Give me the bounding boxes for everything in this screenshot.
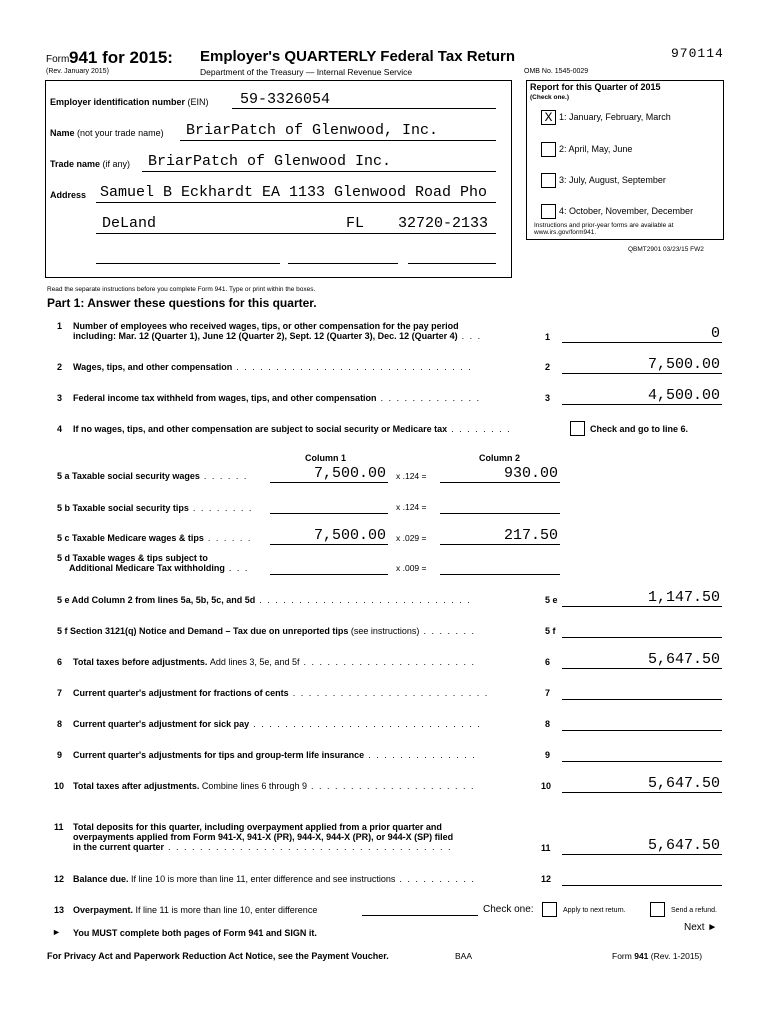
line5a-rate: x .124 = [396,471,427,481]
form-barcode-id: 970114 [671,46,724,61]
quarter3-checkbox[interactable] [541,173,556,188]
form-revision: (Rev. January 2015) [46,68,109,75]
line11-underline [562,854,722,855]
line7-text: Current quarter's adjustment for fractions of cents . . . . . . . . . . . . . . . . . . . . . . . . . [73,688,489,698]
line1-underline [562,342,722,343]
quarter2-label: 2: April, May, June [559,144,633,154]
line5c-column2-underline [440,544,560,545]
form-title: 941 for 2015: [69,48,173,67]
line5d-text: 5 d Taxable wages & tips subject to Additional Medicare Tax withholding . . . [57,553,249,573]
baa-label: BAA [455,951,473,961]
quarter1-label: 1: January, February, March [559,112,671,122]
line5a-column1-underline [270,482,388,483]
line6-ref: 6 [545,657,551,667]
column1-header: Column 1 [305,453,347,463]
send-refund-label: Send a refund. [671,907,717,914]
must-complete-notice: You MUST complete both pages of Form 941 and SIGN it. [73,928,317,938]
foreign-country-underline [96,263,280,264]
city-field[interactable]: DeLand [102,215,157,232]
line5e-value[interactable]: 1,147.50 [647,589,720,606]
line9-underline[interactable] [562,761,722,762]
quarter4-checkbox[interactable] [541,204,556,219]
address-line2-underline [96,233,496,234]
form-footer-ref: Form 941 (Rev. 1-2015) [612,951,703,961]
line5f-text: 5 f Section 3121(q) Notice and Demand – Tax due on unreported tips (see instructions) . . . . . . . [57,626,476,636]
line12-number: 12 [54,874,65,884]
line2-ref: 2 [545,362,551,372]
line8-ref: 8 [545,719,551,729]
line12-ref: 12 [541,874,552,884]
line1-value[interactable]: 0 [710,325,720,342]
return-title: Employer's QUARTERLY Federal Tax Return [200,48,516,65]
ein-field[interactable]: 59-3326054 [240,91,331,108]
quarter-box-title: Report for this Quarter of 2015 [530,82,661,92]
department-line: Department of the Treasury — Internal Revenue Service [200,67,413,77]
zip-field[interactable]: 32720-2133 [398,215,489,232]
line5e-ref: 5 e [545,595,558,605]
trade-name-field[interactable]: BriarPatch of Glenwood Inc. [148,153,392,170]
line2-value[interactable]: 7,500.00 [647,356,720,373]
line3-value[interactable]: 4,500.00 [647,387,720,404]
quarter2-checkbox[interactable] [541,142,556,157]
quarter-check-one: (Check one.) [530,94,570,101]
line13-number: 13 [54,905,65,915]
line7-underline[interactable] [562,699,722,700]
line3-underline [562,404,722,405]
line6-text: Total taxes before adjustments. Add lines 3, 5e, and 5f . . . . . . . . . . . . . . . . . . . . . . [73,657,476,667]
line3-ref: 3 [545,393,551,403]
line6-underline [562,668,722,669]
line11-ref: 11 [541,843,551,853]
line5e-text: 5 e Add Column 2 from lines 5a, 5b, 5c, and 5d . . . . . . . . . . . . . . . . . . . . . . . . . . . [57,595,472,605]
line5f-underline[interactable] [562,637,722,638]
line4-checkbox[interactable] [570,421,585,436]
line5d-column2-underline[interactable] [440,574,560,575]
line9-text: Current quarter's adjustments for tips and group-term life insurance . . . . . . . . . . . . . . [73,750,477,760]
trade-name-label: Trade name (if any) [50,159,131,169]
line13-amount-underline[interactable] [362,915,478,916]
line5e-underline [562,606,722,607]
quarter1-checkbox[interactable]: X [541,110,556,125]
line5c-text: 5 c Taxable Medicare wages & tips . . . . . . [57,533,252,543]
line8-text: Current quarter's adjustment for sick pay . . . . . . . . . . . . . . . . . . . . . . . . . . . . . [73,719,482,729]
ein-label: Employer identification number (EIN) [50,97,209,107]
line10-value[interactable]: 5,647.50 [647,775,720,792]
line10-text: Total taxes after adjustments. Combine lines 6 through 9 . . . . . . . . . . . . . . . . . . . . . [73,781,475,791]
line5c-column1-underline [270,544,388,545]
quarter-instructions: Instructions and prior-year forms are available at www.irs.gov/form941. [534,222,674,236]
line6-number: 6 [57,657,63,667]
next-page-link[interactable]: Next ► [684,922,718,933]
name-label: Name (not your trade name) [50,128,164,138]
line6-value[interactable]: 5,647.50 [647,651,720,668]
quarter3-label: 3: July, August, September [559,175,666,185]
line5b-column1-underline[interactable] [270,513,388,514]
line9-ref: 9 [545,750,551,760]
line4-check-label: Check and go to line 6. [590,424,689,434]
line13-check-label: Check one: [483,904,534,915]
line12-underline[interactable] [562,885,722,886]
privacy-notice: For Privacy Act and Paperwork Reduction Act Notice, see the Payment Voucher. [47,951,389,961]
name-field[interactable]: BriarPatch of Glenwood, Inc. [186,122,439,139]
line4-text: If no wages, tips, and other compensation are subject to social security or Medicare tax . . . . . . . . [73,424,512,434]
line5b-column2-underline[interactable] [440,513,560,514]
line11-text: Total deposits for this quarter, including overpayment applied from a prior quarter and overpayments applied from Form 941-X, 941-X (PR), 944-X, 944-X (PR), or 944-X (SP) filed in the current quarter . . . . . . . . . . . . . . . . . . . . . . . . . . . . . . . . . . . . [73,822,454,852]
line5f-ref: 5 f [545,626,556,636]
intro-instructions: Read the separate instructions before you complete Form 941. Type or print within the boxes. [47,286,316,293]
address-line1-underline [96,202,496,203]
form-prefix: Form [46,54,70,65]
line7-number: 7 [57,688,63,698]
line5a-column1[interactable]: 7,500.00 [313,465,386,482]
line7-ref: 7 [545,688,551,698]
line13-text: Overpayment. If line 11 is more than line 10, enter difference [73,905,318,915]
line5a-column2[interactable]: 930.00 [503,465,558,482]
line2-number: 2 [57,362,63,372]
line5c-column1[interactable]: 7,500.00 [313,527,386,544]
line11-value[interactable]: 5,647.50 [647,837,720,854]
line1-ref: 1 [545,332,551,342]
line5d-rate: x .009 = [396,563,427,573]
column2-header: Column 2 [479,453,521,463]
line8-underline[interactable] [562,730,722,731]
ein-underline [232,108,496,109]
line3-number: 3 [57,393,63,403]
foreign-postal-underline [408,263,496,264]
employer-info-box [45,80,512,278]
line5c-rate: x .029 = [396,533,427,543]
line9-number: 9 [57,750,63,760]
line8-number: 8 [57,719,63,729]
line5a-text: 5 a Taxable social security wages . . . . . . [57,471,248,481]
apply-next-return-checkbox[interactable] [542,902,557,917]
line12-text: Balance due. If line 10 is more than line 11, enter difference and see instructions . . . . . . . . . . [73,874,476,884]
state-field[interactable]: FL [346,215,365,232]
apply-next-return-label: Apply to next return. [563,907,626,914]
send-refund-checkbox[interactable] [650,902,665,917]
omb-number: OMB No. 1545-0029 [524,68,589,75]
line1-number: 1 [57,321,63,331]
line1-text: Number of employees who received wages, tips, or other compensation for the pay period including: Mar. 12 (Quarter 1), June 12 (Quarter 2), Sept. 12 (Quarter 3), Dec. 12 (Quarter 4) . . . [73,321,482,341]
line5b-text: 5 b Taxable social security tips . . . . . . . . [57,503,253,513]
line2-text: Wages, tips, and other compensation . . . . . . . . . . . . . . . . . . . . . . . . . . . . . . [73,362,473,372]
address-line1-field[interactable]: Samuel B Eckhardt EA 1133 Glenwood Road Pho [100,184,488,201]
line5d-column1-underline[interactable] [270,574,388,575]
line3-text: Federal income tax withheld from wages, tips, and other compensation . . . . . . . . . . . . . [73,393,481,403]
trade-name-underline [142,171,496,172]
address-label: Address [50,190,87,200]
line10-number: 10 [54,781,65,791]
line5a-column2-underline [440,482,560,483]
arrow-right-icon: ► [52,927,61,937]
form-header [46,46,736,78]
line5b-rate: x .124 = [396,502,427,512]
quarter4-label: 4: October, November, December [559,206,694,216]
line10-underline [562,792,722,793]
software-code: QBMT2901 03/23/15 FW2 [628,246,704,253]
foreign-province-underline [288,263,398,264]
line4-number: 4 [57,424,63,434]
line2-underline [562,373,722,374]
line11-number: 11 [54,822,64,832]
part1-title: Part 1: Answer these questions for this quarter. [47,296,317,310]
name-underline [180,140,496,141]
line5c-column2[interactable]: 217.50 [503,527,558,544]
line10-ref: 10 [541,781,552,791]
